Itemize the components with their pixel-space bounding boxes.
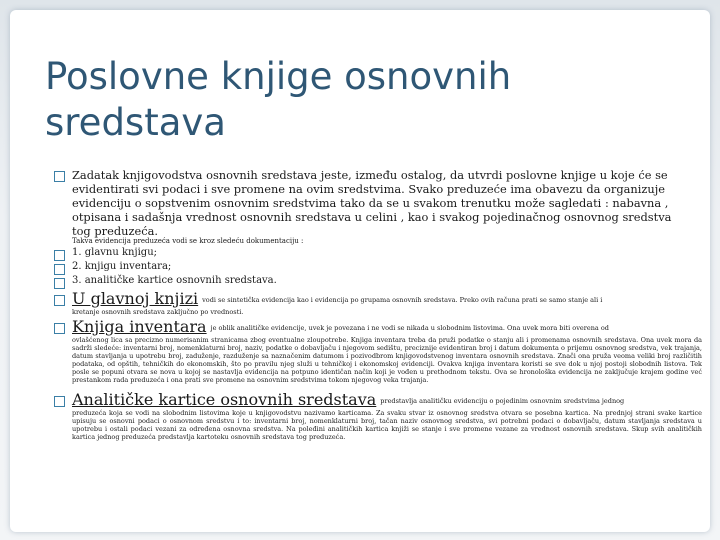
checkbox-bullet-icon: [54, 278, 65, 289]
list-item-label: 2. knjigu inventara;: [72, 261, 172, 272]
knjiga-inventara-continuation: ovlašćenog lica sa precizno numerisanim stranicama zbog eventualne zloupotrebe. Knjiga inventara treba da pruži podatke o stanju ali i promenama osnovnih sredstava. Ona uvek mora da sadrži sledeće: inventarni broj, nomenklaturni broj, naziv, podatke o dobavljaču i njegovom sedištu, preciznije evidentiran broj i datum dokumenta o prijemu osnovnog sredstva, vek trajanja, datum stavljanja u upotrebu broj, zaduženje, razduženje sa naznačenim datumom i pozivodbrom knjigovodstvenog inventara osnovnih sredstava. Znači ona pruža veoma veliki broj različitih podataka, od opštih, tehničkih do ekonomskih, što po pravilu njeg služi u tehničkoj i ekonomskoj evidenciji. Ovakva knjiga inventara koristi se sve dok u njoj postoji slobodnih listova. Tek posle se popuni otvara se nova u kojoj se nastavlja evidencija na potpuno identičan način koji je vođen u prethodnom tekstu. Ova se hronološka evidencija ne zaključuje krajem godine već prestankom rada preduzeća i ona prati sve promene na osnovnim sredstvima tokom njegovog veka trajanja.: [72, 336, 702, 384]
list-item: [54, 275, 674, 289]
page-title: Poslovne knjige osnovnih sredstava: [45, 55, 512, 144]
analiticke-text: predstavlja analitičku evidenciju o pojedinim osnovnim sredstvima jednog: [380, 397, 625, 405]
intro-paragraph: [54, 168, 694, 238]
knjiga-inventara-text: je oblik analitičke evidencije, uvek je povezana i ne vodi se nikada u slobodnim listovima. Ona uvek mora biti overena od: [210, 324, 609, 332]
glavna-knjiga-bullet: [54, 290, 694, 308]
intro-text: Zadatak knjigovodstva osnovnih sredstava jeste, između ostalog, da utvrdi poslovne knjige u koje će se evidentirati svi podaci i sve promene na ovim sredstvima. Svako preduzeće ima obavezu da organizuje evidenciju o sopstvenim osnovnim sredstvima tako da se u svakom trenutku može sagledati : nabavna , otpisana i sadašnja vrednost osnovnih sredstava u celini , kao i svakog pojedinačnog osnovnog sredstva tog preduzeća.: [72, 168, 672, 238]
knjiga-inventara-bullet: [54, 318, 694, 336]
checkbox-bullet-icon: [54, 264, 65, 275]
list-item-label: 1. glavnu knjigu;: [72, 247, 157, 258]
list-item: [54, 261, 674, 275]
documentation-note: Takva evidencija preduzeća vodi se kroz sledeću dokumentaciju :: [72, 237, 304, 245]
glavna-knjiga-continuation: kretanje osnovnih sredstava zaključno po vrednosti.: [72, 308, 244, 316]
glavna-knjiga-text: vodi se sintetička evidencija kao i evidencija po grupama osnovnih sredstava. Preko ovih računa prati se samo stanje ali i: [202, 296, 603, 304]
checkbox-bullet-icon: [54, 250, 65, 261]
checkbox-bullet-icon: [54, 295, 65, 306]
list-item-label: 3. analitičke kartice osnovnih sredstava.: [72, 275, 277, 286]
analiticke-heading: Analitičke kartice osnovnih sredstava: [72, 390, 377, 409]
analiticke-continuation: preduzeća koja se vodi na slobodnim listovima koje u knjigovodstvu nazivamo karticama. Za svaku stvar iz osnovnog sredstva otvara se posebna kartica. Na prednjoj strani svake kartice upisuju se osnovni podaci o osnovnom sredstvu i to: inventarni broj, nomenklaturni broj, tačan naziv osnovnog sredstva, svi potrebni podaci o dobavljaču, datum stavljanja sredstava u upotrebu i ostali podaci vezani za određena osnovna sredstva. Na poleđini analitičkih kartica knjiži se stanje i sve promene vezane za vrednost osnovnih sredstava. Skup svih analitičkih kartica jednog preduzeća predstavlja kartoteku osnovnih sredstava tog preduzeća.: [72, 409, 702, 441]
checkbox-bullet-icon: [54, 171, 65, 182]
slide-card: [10, 10, 710, 532]
glavna-knjiga-heading: U glavnoj knjizi: [72, 289, 199, 308]
checkbox-bullet-icon: [54, 396, 65, 407]
analiticke-bullet: [54, 391, 694, 409]
checkbox-bullet-icon: [54, 323, 65, 334]
list-item: [54, 247, 674, 261]
knjiga-inventara-heading: Knjiga inventara: [72, 317, 207, 336]
